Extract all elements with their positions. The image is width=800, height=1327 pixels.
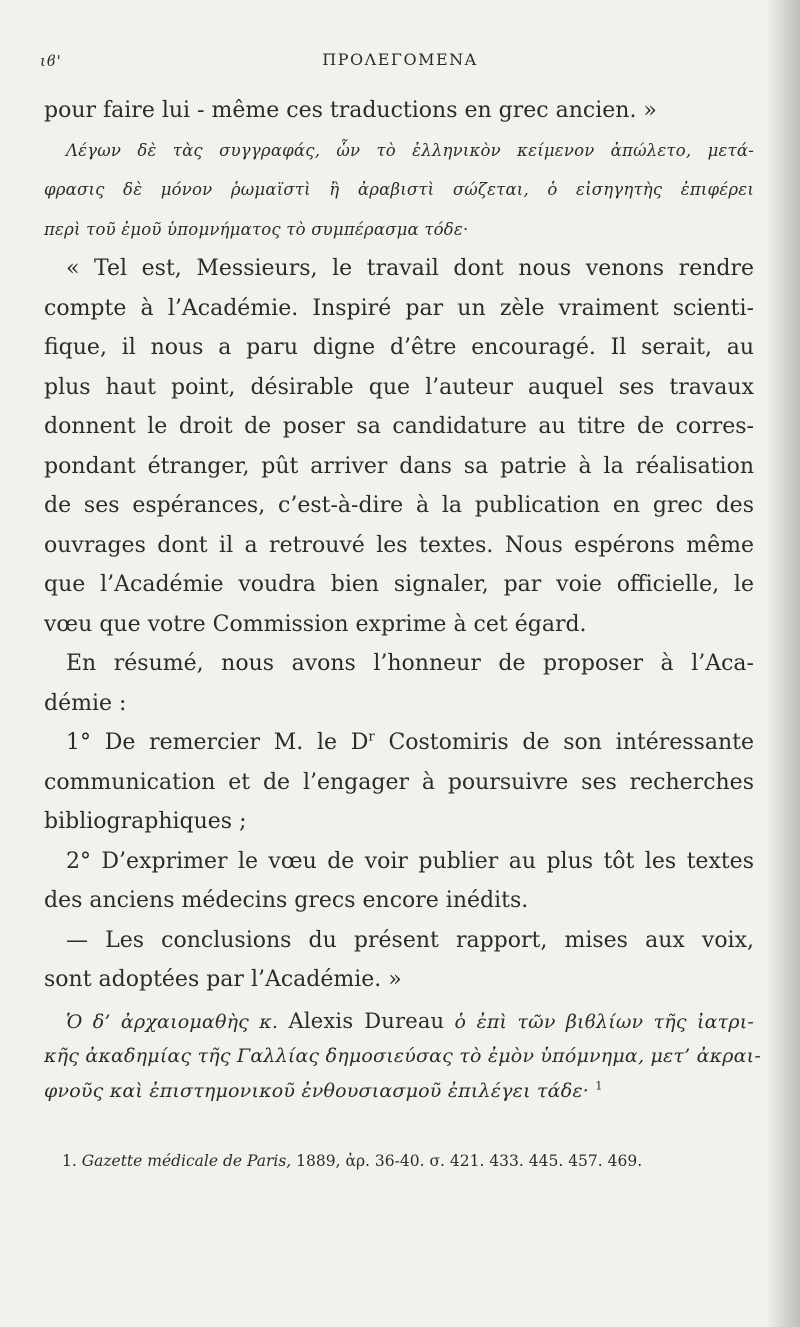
text-line: bibliographiques ; (44, 809, 247, 834)
greek-line (44, 1004, 754, 1039)
footnote-reference: 1889, ἀρ. 36-40. σ. 421. 433. 445. 457. 469. (296, 1152, 643, 1170)
page-header (0, 50, 800, 80)
text-line: 2° D’exprimer le vœu de voir publier au plus tôt les textes (66, 848, 754, 874)
greek-line: Λέγων δὲ τὰς συγγραφάς, ὧν τὸ ἑλληνικὸν κείμενον ἀπώλετο, μετά- (66, 140, 754, 160)
footnote-journal: Gazette médicale de Paris, (81, 1152, 292, 1170)
text-line: sont adoptées par l’Académie. » (44, 967, 402, 992)
text-fragment: Ὁ δ’ ἀρχαιομαθὴς κ. (66, 1010, 289, 1033)
page-edge-shadow (766, 0, 800, 1327)
text-line: plus haut point, désirable que l’auteur auquel ses travaux (44, 374, 754, 400)
footnote-number: 1. (62, 1152, 77, 1170)
superscript: r (368, 729, 375, 745)
text-fragment: φνοῦς καὶ ἐπιστημονικοῦ ἐνθουσιασμοῦ ἐπιλέγει τάδε· (44, 1079, 589, 1102)
text-line: communication et de l’engager à poursuivre ses recherches (44, 769, 754, 795)
text-line: démie : (44, 690, 127, 716)
greek-line: περὶ τοῦ ἐμοῦ ὑπομνήματος τὸ συμπέρασμα τόδε· (44, 219, 469, 239)
page-number: ιϐ' (40, 52, 62, 70)
text-line: des anciens médecins grecs encore inédits. (44, 888, 529, 913)
running-title: ΠΡΟΛΕΓΟΜΕΝΑ (322, 50, 478, 69)
text-fragment: Costomiris de son intéressante (374, 730, 754, 755)
text-line: « Tel est, Messieurs, le travail dont nous venons rendre (66, 256, 754, 281)
greek-line (44, 1074, 754, 1109)
footnote-marker: 1 (595, 1078, 603, 1093)
text-line: En résumé, nous avons l’honneur de proposer à l’Aca- (66, 651, 754, 676)
text-fragment: 1° De remercier M. le D (66, 730, 369, 755)
greek-line: κῆς ἀκαδημίας τῆς Γαλλίας δημοσιεύσας τὸ ἐμὸν ὑπόμνημα, μετ’ ἀκραι- (44, 1044, 761, 1067)
text-line: vœu que votre Commission exprime à cet égard. (44, 611, 587, 637)
text-line: donnent le droit de poser sa candidature au titre de corres- (44, 414, 754, 439)
text-line: pondant étranger, pût arriver dans sa patrie à la réalisation (44, 453, 754, 479)
text-line: — Les conclusions du présent rapport, mises aux voix, (66, 927, 754, 953)
text-fragment: ὁ ἐπὶ τῶν βιϐλίων τῆς ἰατρι- (444, 1010, 755, 1033)
text-line: que l’Académie voudra bien signaler, par voie officielle, le (44, 572, 754, 597)
text-line: de ses espérances, c’est-à-dire à la publication en grec des (44, 493, 754, 518)
text-line: compte à l’Académie. Inspiré par un zèle vraiment scienti- (44, 295, 754, 321)
footnote (62, 1152, 752, 1170)
body-text (44, 91, 761, 1109)
text-line (44, 723, 754, 763)
author-name: Alexis Dureau (288, 1008, 445, 1033)
greek-line: φρασις δὲ μόνον ῥωμαϊστὶ ἢ ἀραβιστὶ σώζεται, ὁ εἰσηγητὴς ἐπιφέρει (44, 180, 754, 199)
text-line: ouvrages dont il a retrouvé les textes. Nous espérons même (44, 532, 754, 558)
text-line: pour faire lui - même ces traductions en grec ancien. » (44, 98, 657, 123)
text-line: fique, il nous a paru digne d’être encouragé. Il serait, au (44, 335, 754, 360)
